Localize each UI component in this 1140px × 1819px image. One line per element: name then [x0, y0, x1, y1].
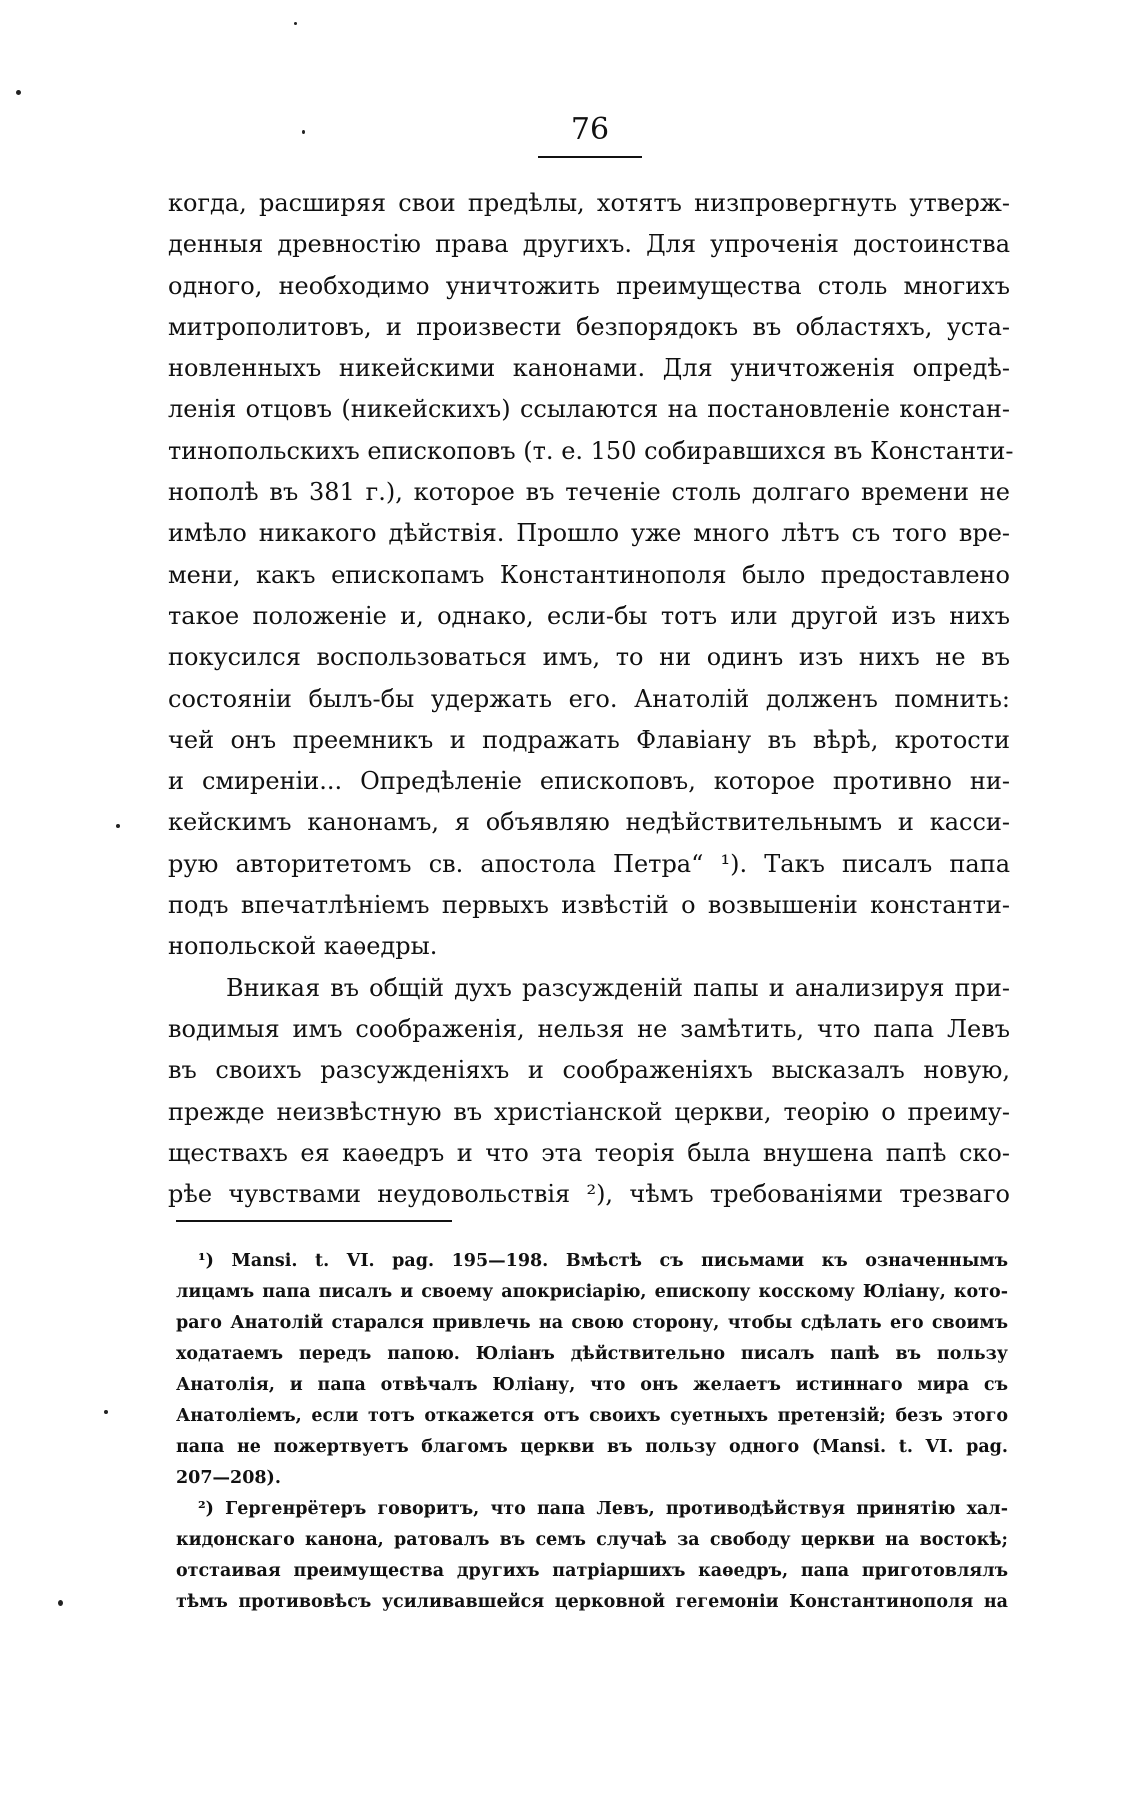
body-line: состояніи былъ-бы удержать его. Анатолій долженъ помнить: [168, 684, 1010, 713]
footnote-line: ¹) Mansi. t. VI. pag. 195—198. Вмѣстѣ съ письмами къ означеннымъ [198, 1251, 1008, 1271]
footnote-line-end: 207—208). [176, 1468, 281, 1488]
body-line-paragraph-end: нопольской каѳедры. [168, 932, 438, 961]
body-line: митрополитовъ, и произвести безпорядокъ въ областяхъ, уста- [168, 312, 1010, 341]
body-line: ществахъ ея каѳедръ и что эта теорія была внушена папѣ ско- [168, 1138, 1010, 1167]
scan-speck [302, 130, 305, 134]
body-line: ленія отцовъ (никейскихъ) ссылаются на постановленіе констан- [168, 395, 1010, 424]
body-line: рѣе чувствами неудовольствія ²), чѣмъ требованіями трезваго [168, 1180, 1010, 1209]
body-line: кейскимъ канонамъ, я объявляю недѣйствительнымъ и касси- [168, 808, 1010, 837]
body-line-paragraph-start: Вникая въ общій духъ разсужденій папы и анализируя при- [226, 973, 1010, 1002]
footnote-line: раго Анатолій старался привлечь на свою сторону, чтобы сдѣлать его своимъ [176, 1313, 1008, 1333]
body-line: имѣло никакого дѣйствія. Прошло уже много лѣтъ съ того вре- [168, 519, 1010, 548]
footnote-line: ходатаемъ передъ папою. Юліанъ дѣйствительно писалъ папѣ въ пользу [176, 1344, 1008, 1364]
body-line: покусился воспользоваться имъ, то ни одинъ изъ нихъ не въ [168, 643, 1010, 672]
body-line: когда, расширяя свои предѣлы, хотятъ низпровергнуть утверж- [168, 189, 1010, 217]
page-number: 76 [570, 112, 610, 147]
footnote-line: лицамъ папа писалъ и своему апокрисіарію, епископу косскому Юліану, кото- [176, 1282, 1008, 1302]
body-line: водимыя имъ соображенія, нельзя не замѣтить, что папа Левъ [168, 1014, 1010, 1043]
scan-speck [16, 90, 21, 95]
body-line: и смиреніи... Опредѣленіе епископовъ, которое противно ни- [168, 767, 1010, 796]
body-line: новленныхъ никейскими канонами. Для уничтоженія опредѣ- [168, 354, 1010, 383]
body-line: прежде неизвѣстную въ христіанской церкви, теорію о преиму- [168, 1097, 1010, 1126]
footnotes [176, 1246, 1008, 1618]
body-text [168, 183, 1014, 1215]
footnote-line: кидонскаго канона, ратовалъ въ семъ случаѣ за свободу церкви на востокѣ; [176, 1530, 1008, 1550]
scan-speck [294, 22, 297, 25]
body-line: рую авторитетомъ св. апостола Петра“ ¹). Такъ писалъ папа [168, 849, 1010, 878]
body-line: тинопольскихъ епископовъ (т. е. 150 собиравшихся въ Константи- [168, 436, 1014, 465]
body-line: въ своихъ разсужденіяхъ и соображеніяхъ высказалъ новую, [168, 1056, 1010, 1085]
body-line: нополѣ въ 381 г.), которое въ теченіе столь долгаго времени не [168, 478, 1010, 507]
body-line: мени, какъ епископамъ Константинополя было предоставлено [168, 560, 1010, 589]
footnote-line: Анатоліемъ, если тотъ откажется отъ своихъ суетныхъ претензій; безъ этого [176, 1406, 1008, 1426]
body-line: такое положеніе и, однако, если-бы тотъ или другой изъ нихъ [168, 601, 1010, 630]
body-line: одного, необходимо уничтожить преимущества столь многихъ [168, 271, 1010, 300]
body-line: подъ впечатлѣніемъ первыхъ извѣстій о возвышеніи константи- [168, 891, 1010, 920]
footnote-line: ²) Гергенрётеръ говоритъ, что папа Левъ, противодѣйствуя принятію хал- [198, 1499, 1008, 1519]
scan-speck [116, 824, 120, 828]
footnote-line: тѣмъ противовѣсъ усиливавшейся церковной гегемоніи Константинополя на [176, 1592, 1008, 1612]
scan-speck [58, 1600, 63, 1606]
footnote-line: папа не пожертвуетъ благомъ церкви въ пользу одного (Mansi. t. VI. pag. [176, 1437, 1008, 1457]
page-number-rule [538, 156, 642, 158]
footnote-separator [176, 1220, 452, 1222]
scan-speck [104, 1410, 108, 1414]
footnote-line: Анатолія, и папа отвѣчалъ Юліану, что онъ желаетъ истиннаго мира съ [176, 1375, 1008, 1395]
body-line: денныя древностію права другихъ. Для упроченія достоинства [168, 230, 1010, 259]
body-line: чей онъ преемникъ и подражать Флавіану въ вѣрѣ, кротости [168, 725, 1010, 754]
footnote-line: отстаивая преимущества другихъ патріаршихъ каѳедръ, папа приготовлялъ [176, 1561, 1008, 1581]
